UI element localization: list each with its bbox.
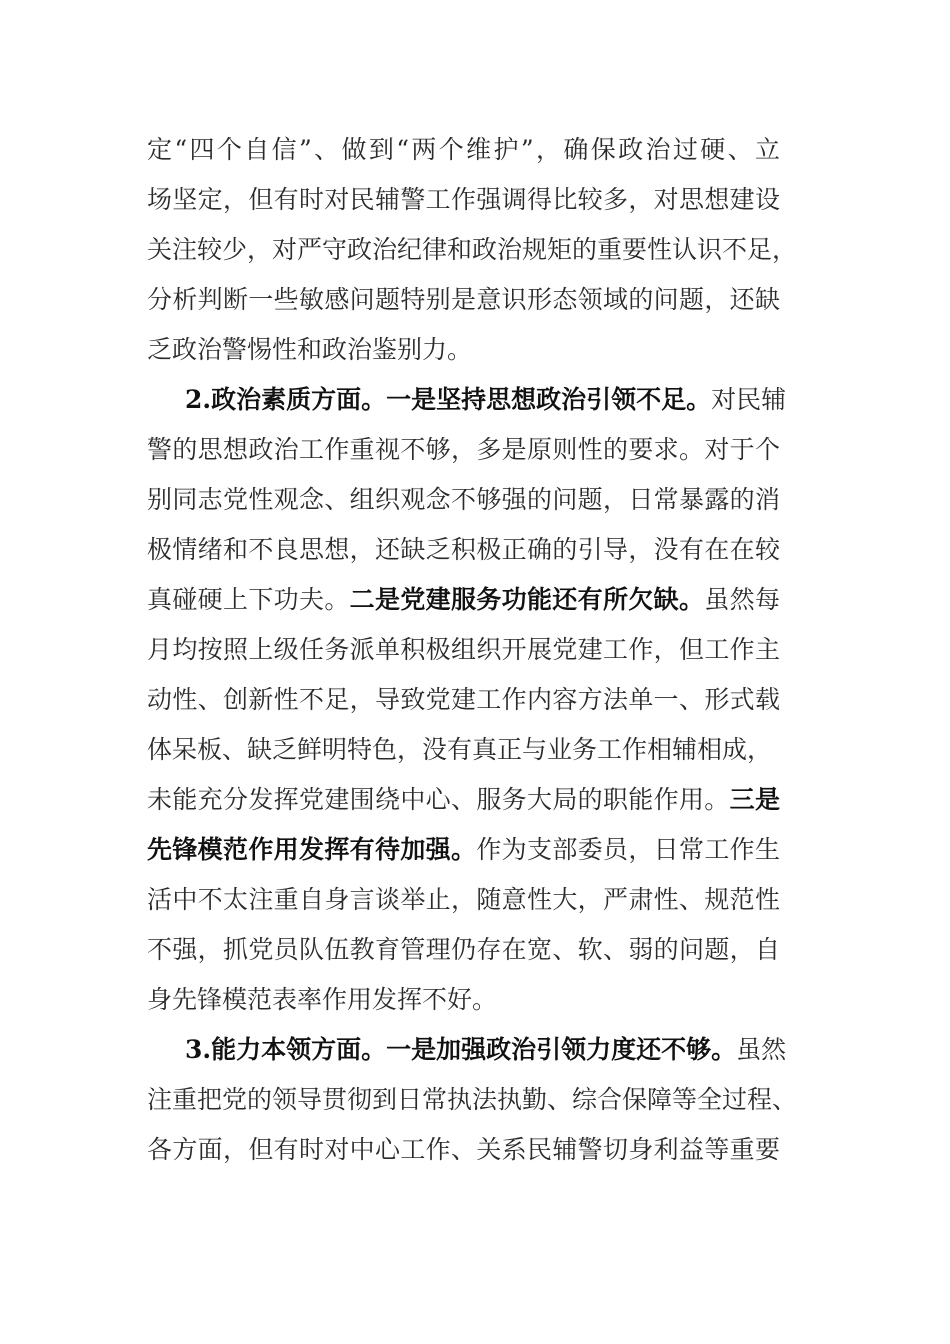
bold-text-run: 三是 <box>729 785 781 814</box>
text-run: 分析判断一些敏感问题特别是意识形态领域的问题，还缺 <box>147 285 781 314</box>
text-run: 虽然 <box>736 1035 787 1064</box>
text-line <box>147 280 780 320</box>
text-line <box>147 180 780 220</box>
text-line-content <box>147 980 497 1020</box>
text-line <box>147 1130 780 1170</box>
text-line <box>147 580 780 620</box>
text-line-content <box>147 930 780 970</box>
text-line-content <box>147 830 780 870</box>
text-line-content <box>147 430 780 470</box>
text-run: 警的思想政治工作重视不够，多是原则性的要求。对于个 <box>147 435 781 464</box>
text-line <box>147 430 780 470</box>
text-run: 定“四个自信”、做到“两个维护”，确保政治过硬、立 <box>147 135 783 164</box>
text-line <box>147 480 780 520</box>
text-run: 乏政治警惕性和政治鉴别力。 <box>147 335 473 364</box>
text-line <box>147 230 797 270</box>
text-line <box>185 380 786 420</box>
text-run: 各方面，但有时对中心工作、关系民辅警切身利益等重要 <box>147 1135 781 1164</box>
text-run: 身先锋模范表率作用发挥不好。 <box>147 985 498 1014</box>
text-line <box>147 730 772 770</box>
text-line-content <box>147 280 780 320</box>
text-run: 对民辅 <box>711 385 787 414</box>
text-line <box>147 1080 797 1120</box>
text-run: 极情绪和不良思想，还缺乏积极正确的引导，没有在在较 <box>147 535 781 564</box>
text-line-content <box>147 880 780 920</box>
text-line <box>147 630 780 670</box>
text-line-content <box>147 1130 780 1170</box>
text-run: 别同志党性观念、组织观念不够强的问题，日常暴露的消 <box>147 485 781 514</box>
text-line <box>147 830 780 870</box>
text-line-content <box>147 180 780 220</box>
text-line-content <box>147 580 780 620</box>
text-run: 关注较少，对严守政治纪律和政治规矩的重要性认识不足， <box>147 235 798 264</box>
text-line-content <box>147 530 780 570</box>
text-line-content <box>147 1080 797 1120</box>
bold-text-run: 二是党建服务功能还有所欠缺。 <box>349 585 705 614</box>
text-run: 真碰硬上下功夫。 <box>147 585 350 614</box>
text-line <box>147 530 780 570</box>
text-run: 不强，抓党员队伍教育管理仍存在宽、软、弱的问题，自 <box>147 935 781 964</box>
text-line <box>147 780 780 820</box>
text-run: 未能充分发挥党建围绕中心、服务大局的职能作用。 <box>147 785 730 814</box>
text-line-content <box>147 730 772 770</box>
text-line <box>147 880 780 920</box>
text-line <box>147 330 472 370</box>
text-line <box>147 680 780 720</box>
text-line <box>185 1030 786 1070</box>
text-line-content <box>147 330 472 370</box>
text-line-content <box>147 480 780 520</box>
text-run: 月均按照上级任务派单积极组织开展党建工作，但工作主 <box>147 635 781 664</box>
text-run: 活中不太注重自身言谈举止，随意性大，严肃性、规范性 <box>147 885 781 914</box>
text-run: 注重把党的领导贯彻到日常执法执勤、综合保障等全过程、 <box>147 1085 798 1114</box>
text-line-content <box>147 630 780 670</box>
text-line-content <box>185 1030 786 1070</box>
text-line <box>147 930 780 970</box>
text-line-content <box>185 380 786 420</box>
text-line <box>147 980 497 1020</box>
text-line-content <box>147 680 780 720</box>
text-run: 作为支部委员，日常工作生 <box>476 835 781 864</box>
text-run: 动性、创新性不足，导致党建工作内容方法单一、形式载 <box>147 685 781 714</box>
text-line-content <box>147 780 780 820</box>
text-line-content <box>147 230 797 270</box>
text-line <box>147 130 782 170</box>
text-run: 场坚定，但有时对民辅警工作强调得比较多，对思想建设 <box>147 185 781 214</box>
text-run: 虽然每 <box>704 585 781 614</box>
bold-text-run: 先锋模范作用发挥有待加强。 <box>147 835 477 864</box>
text-line-content <box>147 130 782 170</box>
bold-text-run: 2.政治素质方面。一是坚持思想政治引领不足。 <box>185 385 712 414</box>
text-run: 体呆板、缺乏鲜明特色，没有真正与业务工作相辅相成， <box>147 735 773 764</box>
bold-text-run: 3.能力本领方面。一是加强政治引领力度还不够。 <box>185 1035 737 1064</box>
